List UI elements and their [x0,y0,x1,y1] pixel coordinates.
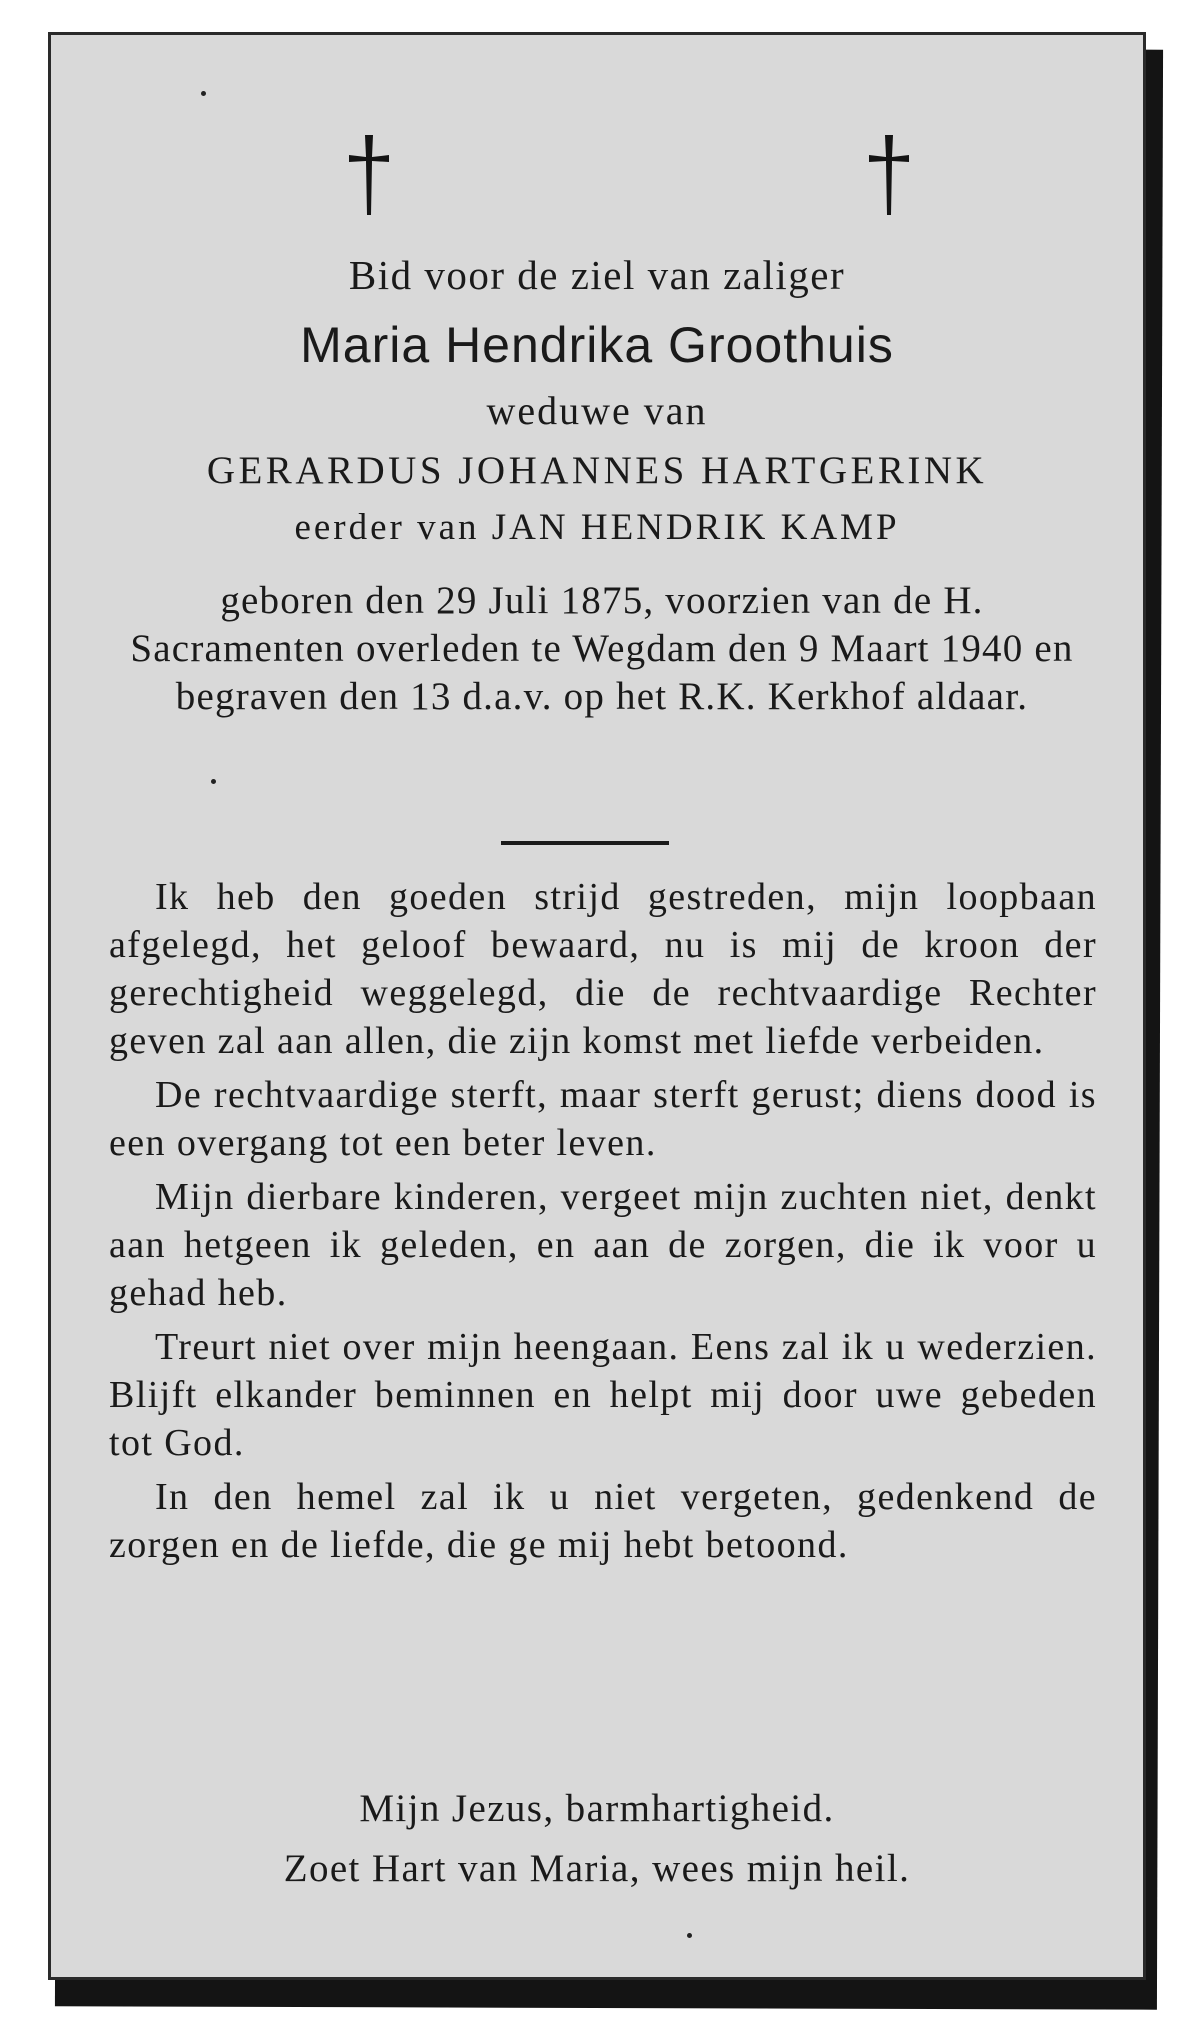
paragraph: In den hemel zal ik u niet vergeten, gedenkend de zorgen en de liefde, die ge mij hebt betoond. [109,1476,1097,1566]
deceased-name: Maria Hendrika Groothuis [300,317,894,373]
closing-prayer: Mijn Jezus, barmhartigheid. [359,1787,835,1830]
prayer-intro: Bid voor de ziel van zaliger [348,252,846,298]
closing-prayer: Zoet Hart van Maria, wees mijn heil. [283,1847,911,1890]
widow-of-label: weduwe van [486,388,708,433]
paper-speck [211,779,216,784]
cross-icon [861,131,917,221]
card-header [91,247,1103,555]
paragraph: De rechtvaardige sterft, maar sterft gerust; diens dood is een overgang tot een beter leven. [109,1074,1097,1164]
previous-husband: eerder van JAN HENDRIK KAMP [294,507,900,548]
paragraph: Mijn dierbare kinderen, vergeet mijn zuchten niet, denkt aan hetgeen ik geleden, en aan de zorgen, die ik voor u gehad heb. [109,1176,1097,1314]
husband-name: GERARDUS JOHANNES HARTGERINK [206,449,988,492]
paper-speck [687,1933,692,1938]
birth-death-text: geboren den 29 Juli 1875, voorzien van de H. Sacramenten overleden te Wegdam den 9 Maart 1940 en begraven den 13 d.a.v. op het R.K. Kerkhof aldaar. [130,579,1074,718]
paper-speck [201,91,206,96]
memorial-text [109,873,1097,1575]
paragraph: Ik heb den goeden strijd gestreden, mijn loopbaan afgelegd, het geloof bewaard, nu is mij de kroon der gerechtigheid weggelegd, die de rechtvaardige Rechter geven zal aan allen, die zijn komst met liefde verbeiden. [109,876,1097,1062]
divider [501,841,669,845]
cross-row [51,131,1143,231]
paragraph: Treurt niet over mijn heengaan. Eens zal ik u wederzien. Blijft elkander beminnen en helpt mij door uwe gebeden tot God. [109,1326,1097,1464]
memorial-card [48,32,1146,1980]
closing-prayers [91,1779,1103,1899]
cross-icon [341,131,397,221]
